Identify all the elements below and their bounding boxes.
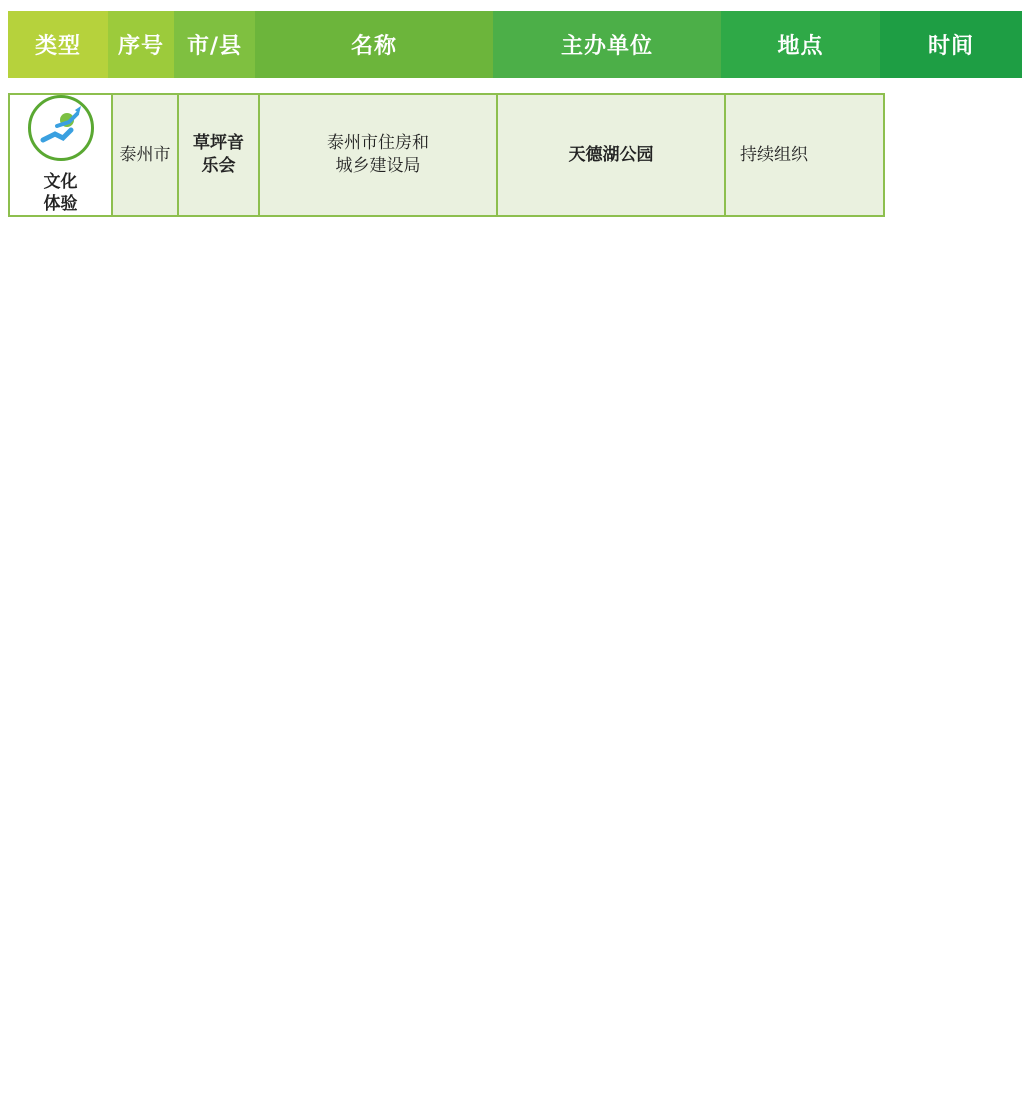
row-name-line: 草坪音乐会	[193, 133, 244, 176]
person-running-icon	[28, 95, 94, 161]
table-row	[9, 94, 1023, 216]
row-organizer	[259, 94, 497, 216]
header-number: 序号	[108, 11, 174, 78]
row-time-line: 持续组织	[740, 144, 808, 165]
header-location: 地点	[721, 11, 880, 78]
events-table	[8, 93, 1023, 217]
row-time	[725, 94, 884, 216]
header-organizer: 主办单位	[493, 11, 721, 78]
header-time: 时间	[880, 11, 1022, 78]
row-location	[497, 94, 725, 216]
row-city	[112, 94, 178, 216]
row-organizer-line: 泰州市住房和	[327, 133, 429, 153]
row-location-line: 天德湖公园	[568, 144, 654, 165]
category-label: 文化	[43, 172, 78, 192]
row-organizer-line: 城乡建设局	[335, 156, 421, 176]
row-name	[178, 94, 259, 216]
row-city-line: 泰州市	[119, 144, 171, 165]
header-name: 名称	[255, 11, 493, 78]
category-cell	[9, 94, 112, 216]
header-type: 类型	[8, 11, 108, 78]
table-header	[8, 11, 1022, 78]
category-label: 体验	[43, 194, 78, 214]
header-city: 市/县	[174, 11, 255, 78]
